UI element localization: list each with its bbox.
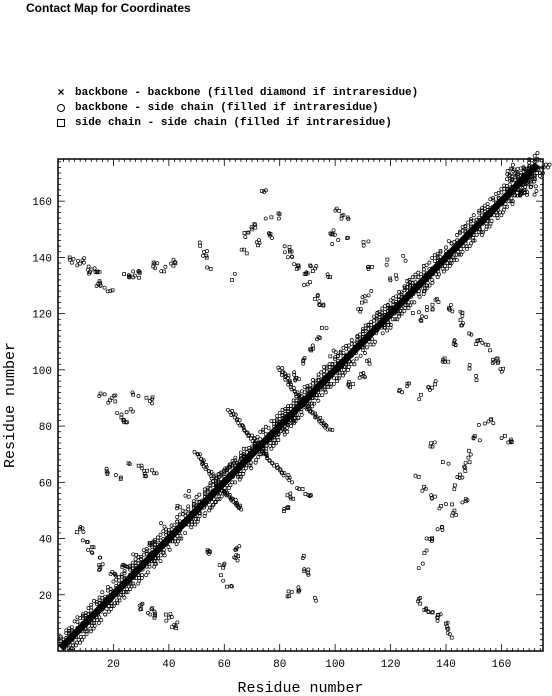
contact-point: [283, 245, 286, 248]
contact-point: [459, 319, 462, 322]
contact-point: [516, 167, 519, 170]
contact-point: [425, 305, 428, 308]
contact-point: [404, 259, 407, 262]
contact-point: [436, 528, 439, 531]
contact-point: [222, 579, 225, 582]
contact-point: [362, 371, 365, 374]
contact-point: [303, 283, 306, 286]
contact-point: [381, 307, 384, 310]
contact-point: [72, 257, 75, 260]
contact-point: [472, 214, 475, 217]
contact-point: [347, 381, 350, 384]
contact-point: [437, 300, 440, 303]
contact-point: [101, 591, 104, 594]
contact-point: [511, 163, 514, 166]
contact-point: [244, 235, 247, 238]
x-tick-label: 60: [217, 659, 231, 671]
contact-point: [329, 355, 332, 358]
contact-point: [508, 183, 511, 186]
contact-point: [75, 531, 78, 534]
contact-point: [395, 277, 398, 280]
contact-point: [325, 326, 328, 329]
contact-point: [261, 428, 264, 431]
contact-point: [218, 563, 221, 566]
contact-point: [381, 332, 384, 335]
contact-point: [464, 469, 467, 472]
contact-point: [156, 536, 159, 539]
y-tick-label: 20: [38, 590, 52, 603]
cross-marker-icon: ×: [57, 86, 65, 100]
contact-point: [201, 254, 204, 257]
contact-point: [120, 413, 123, 416]
contact-point: [103, 393, 106, 396]
contact-point: [87, 548, 90, 551]
contact-point: [202, 250, 205, 253]
y-tick-label: 120: [32, 309, 52, 322]
contact-point: [419, 318, 422, 321]
contact-point: [467, 449, 470, 452]
contact-point: [114, 474, 117, 477]
contact-point: [483, 422, 486, 425]
contact-point: [311, 270, 314, 273]
contact-point: [275, 414, 278, 417]
contact-point: [505, 177, 508, 180]
contact-point: [132, 270, 135, 273]
contact-point: [434, 383, 437, 386]
contact-point: [150, 608, 153, 611]
contact-point: [306, 283, 309, 286]
contact-point: [187, 489, 190, 492]
contact-point: [430, 442, 433, 445]
diagonal-band: [61, 165, 538, 649]
contact-point: [463, 465, 466, 468]
contact-point: [402, 254, 405, 257]
contact-point: [103, 286, 106, 289]
contact-point: [428, 388, 431, 391]
contact-point: [450, 636, 453, 639]
contact-point: [444, 246, 447, 249]
contact-point: [150, 402, 153, 405]
contact-point: [198, 493, 201, 496]
contact-point: [164, 265, 167, 268]
contact-point: [243, 231, 246, 234]
contact-point: [421, 562, 424, 565]
contact-point: [364, 300, 367, 303]
y-tick-label: 60: [38, 478, 52, 491]
contact-point: [424, 315, 427, 318]
contact-point: [358, 376, 361, 379]
contact-point: [506, 169, 509, 172]
contact-point: [251, 434, 254, 437]
contact-point: [386, 258, 389, 261]
x-tick-label: 140: [436, 659, 456, 671]
contact-point: [418, 398, 421, 401]
contact-point: [287, 590, 290, 593]
contact-point: [423, 552, 426, 555]
contact-point: [534, 185, 537, 188]
contact-point: [422, 268, 425, 271]
contact-point: [443, 361, 446, 364]
legend-label: side chain - side chain (filled if intraresidue): [75, 117, 392, 129]
contact-point: [513, 168, 516, 171]
contact-point: [469, 242, 472, 245]
contact-point: [163, 525, 166, 528]
contact-point: [417, 311, 420, 314]
contact-point: [458, 473, 461, 476]
contact-point: [475, 374, 478, 377]
contact-point: [175, 627, 178, 630]
contact-point: [318, 300, 321, 303]
contact-point: [115, 411, 118, 414]
contact-point: [206, 266, 209, 269]
contact-point: [193, 450, 196, 453]
contact-point: [286, 494, 289, 497]
contact-point: [385, 263, 388, 266]
contact-point: [123, 569, 126, 572]
contact-point: [290, 590, 293, 593]
contact-point: [320, 326, 323, 329]
contact-point: [281, 366, 284, 369]
contact-point: [373, 340, 376, 343]
contact-point: [301, 556, 304, 559]
contact-point: [431, 256, 434, 259]
y-tick-label: 140: [32, 253, 52, 266]
contact-point: [421, 489, 424, 492]
contact-point: [226, 408, 229, 411]
contact-point: [491, 358, 494, 361]
contact-point: [352, 360, 355, 363]
contact-point: [291, 481, 294, 484]
contact-point: [270, 216, 273, 219]
contact-point: [441, 461, 444, 464]
contact-point: [478, 439, 481, 442]
contact-point: [359, 354, 362, 357]
contact-point: [81, 539, 84, 542]
contact-point: [455, 513, 458, 516]
contact-point: [137, 276, 140, 279]
contact-point: [164, 613, 167, 616]
contact-point: [467, 456, 470, 459]
contact-point: [425, 537, 428, 540]
chart-title: Contact Map for Coordinates: [26, 1, 191, 15]
contact-point: [332, 229, 335, 232]
legend-label: backbone - side chain (filled if intraresidue): [75, 102, 379, 114]
contact-point: [249, 437, 252, 440]
contact-point: [146, 571, 149, 574]
contact-point: [431, 303, 434, 306]
contact-point: [198, 241, 201, 244]
contact-point: [447, 462, 450, 465]
contact-point: [360, 301, 363, 304]
contact-point: [259, 438, 262, 441]
contact-point: [264, 217, 267, 220]
legend-label: backbone - backbone (filled diamond if intraresidue): [75, 87, 419, 99]
contact-point: [199, 244, 202, 247]
contact-point: [125, 411, 128, 414]
contact-point: [535, 189, 538, 192]
contact-point: [417, 475, 420, 478]
x-tick-label: 100: [325, 659, 346, 671]
contact-point: [146, 611, 149, 614]
contact-point: [145, 396, 148, 399]
contact-point: [311, 344, 314, 347]
contact-point: [468, 363, 471, 366]
contact-point: [461, 314, 464, 317]
contact-point: [429, 445, 432, 448]
contact-point: [389, 279, 392, 282]
contact-point: [209, 267, 212, 270]
contact-point: [447, 239, 450, 242]
contact-point: [238, 545, 241, 548]
contact-point: [495, 357, 498, 360]
contact-point: [256, 435, 259, 438]
contact-point: [233, 272, 236, 275]
contact-point: [419, 393, 422, 396]
x-tick-label: 80: [273, 659, 287, 671]
y-axis-label: Residue number: [2, 341, 19, 469]
contact-point: [301, 487, 304, 490]
contact-point: [132, 553, 135, 556]
contact-point: [414, 474, 417, 477]
contact-point: [500, 436, 503, 439]
contact-point: [137, 395, 140, 398]
contact-point: [362, 241, 365, 244]
contact-point: [444, 503, 447, 506]
contact-point: [313, 596, 316, 599]
contact-point: [151, 469, 154, 472]
contact-point: [114, 400, 117, 403]
contact-point: [338, 209, 341, 212]
contact-point: [544, 163, 547, 166]
contact-point: [367, 240, 370, 243]
contact-point: [351, 383, 354, 386]
contact-point: [453, 484, 456, 487]
contact-point: [434, 380, 437, 383]
contact-point: [313, 402, 316, 405]
contact-point: [77, 638, 80, 641]
contact-point: [131, 391, 134, 394]
contact-point: [159, 521, 162, 524]
contact-point: [314, 297, 317, 300]
contact-point: [270, 236, 273, 239]
contact-point: [536, 151, 539, 154]
contact-point: [449, 303, 452, 306]
contact-point: [331, 243, 334, 246]
contact-point: [464, 461, 467, 464]
contact-point: [453, 488, 456, 491]
contact-point: [123, 273, 126, 276]
contact-point: [468, 367, 471, 370]
contact-point: [165, 619, 168, 622]
contact-point: [470, 333, 473, 336]
contact-point: [428, 261, 431, 264]
x-tick-label: 20: [106, 659, 121, 671]
contact-point: [286, 256, 289, 259]
contact-point: [365, 346, 368, 349]
contact-point: [433, 441, 436, 444]
contact-point: [169, 612, 172, 615]
contact-point: [459, 310, 462, 313]
contact-point: [503, 434, 506, 437]
contact-point: [337, 238, 340, 241]
contact-point: [490, 219, 493, 222]
contact-point: [368, 362, 371, 365]
contact-point: [131, 410, 134, 413]
contact-marks: [59, 151, 551, 649]
contact-point: [355, 357, 358, 360]
contact-point: [82, 530, 85, 533]
contact-point: [533, 154, 536, 157]
contact-point: [245, 252, 248, 255]
x-tick-label: 160: [491, 659, 512, 671]
contact-point: [93, 267, 96, 270]
contact-point: [293, 263, 296, 266]
contact-point: [420, 315, 423, 318]
contact-point: [283, 251, 286, 254]
contact-point: [184, 494, 187, 497]
contact-point: [468, 461, 471, 464]
contact-point: [433, 495, 436, 498]
contact-point: [417, 566, 420, 569]
contact-point: [187, 495, 190, 498]
y-tick-label: 40: [38, 534, 52, 547]
contact-point: [105, 607, 108, 610]
contact-point: [548, 163, 551, 166]
contact-point: [307, 568, 310, 571]
contact-point: [276, 466, 279, 469]
contact-point: [350, 338, 353, 341]
y-tick-label: 80: [38, 422, 52, 435]
contact-point: [277, 217, 280, 220]
contact-point: [475, 379, 478, 382]
contact-point: [372, 322, 375, 325]
contact-point: [176, 621, 179, 624]
contact-point: [475, 343, 478, 346]
contact-point: [411, 312, 414, 315]
contact-point: [159, 559, 162, 562]
contact-point: [87, 265, 90, 268]
contact-point: [231, 279, 234, 282]
contact-point: [195, 495, 198, 498]
contact-point: [479, 338, 482, 341]
contact-point: [159, 533, 162, 536]
contact-point: [447, 360, 450, 363]
contact-point: [477, 423, 480, 426]
contact-point: [367, 294, 370, 297]
contact-point: [267, 426, 270, 429]
contact-point: [219, 574, 222, 577]
contact-point: [250, 226, 253, 229]
contact-point: [98, 564, 101, 567]
contact-point: [331, 428, 334, 431]
contact-point: [394, 274, 397, 277]
contact-point: [288, 245, 291, 248]
contact-point: [371, 265, 374, 268]
contact-point: [451, 503, 454, 506]
contact-point: [150, 398, 153, 401]
contact-point: [370, 289, 373, 292]
contact-point: [333, 233, 336, 236]
contact-point: [70, 261, 73, 264]
contact-point: [469, 453, 472, 456]
contact-point: [481, 341, 484, 344]
contact-point: [533, 193, 536, 196]
x-tick-label: 40: [162, 659, 176, 671]
contact-point: [362, 244, 365, 247]
contact-point: [459, 247, 462, 250]
contact-point: [488, 349, 491, 352]
contact-point: [425, 309, 428, 312]
y-tick-label: 100: [32, 365, 52, 378]
contact-point: [492, 422, 495, 425]
contact-point: [107, 610, 110, 613]
contact-point: [461, 501, 464, 504]
x-tick-label: 120: [380, 659, 401, 671]
x-axis-label: Residue number: [237, 680, 364, 696]
y-tick-label: 160: [32, 197, 52, 210]
contact-point: [226, 585, 229, 588]
contact-point: [285, 426, 288, 429]
contact-point: [245, 451, 248, 454]
contact-point: [176, 515, 179, 518]
contact-point: [184, 531, 187, 534]
